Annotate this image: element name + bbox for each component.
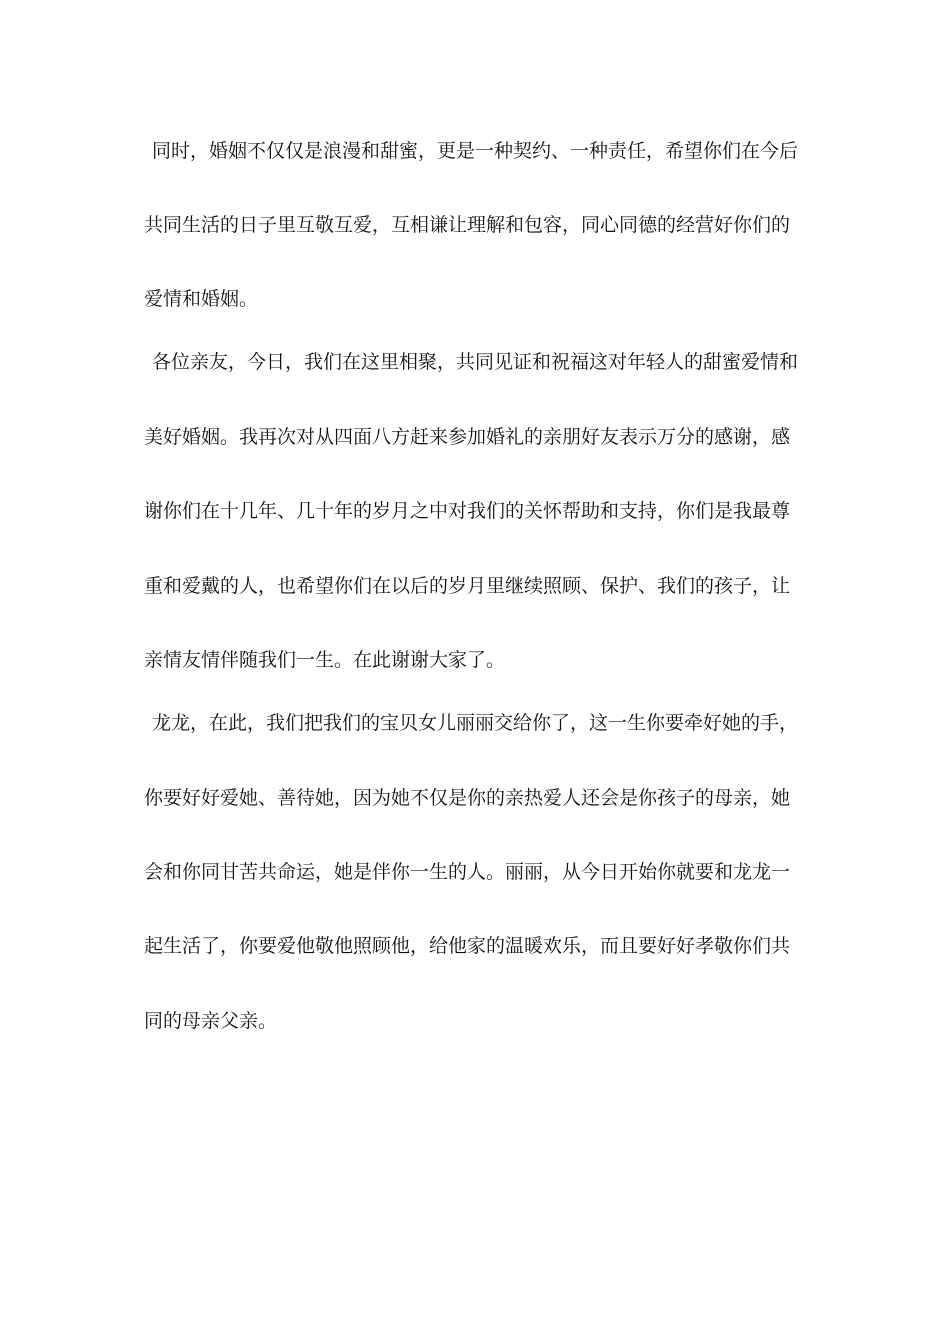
paragraph-3-line-5: 同的母亲父亲。 bbox=[144, 1010, 278, 1032]
paragraph-2-line-2: 美好婚姻。我再次对从四面八方赶来参加婚礼的亲朋好友表示万分的感谢，感 bbox=[144, 426, 791, 448]
paragraph-1-line-3: 爱情和婚姻。 bbox=[144, 288, 259, 310]
paragraph-3-line-2: 你要好好爱她、善待她，因为她不仅是你的亲热爱人还会是你孩子的母亲，她 bbox=[144, 787, 791, 809]
paragraph-2-line-3: 谢你们在十几年、几十年的岁月之中对我们的关怀帮助和支持，你们是我最尊 bbox=[144, 500, 791, 522]
paragraph-2-line-1: 各位亲友，今日，我们在这里相聚，共同见证和祝福这对年轻人的甜蜜爱情和 bbox=[152, 351, 799, 373]
paragraph-3-line-4: 起生活了，你要爱他敬他照顾他，给他家的温暖欢乐，而且要好好孝敬你们共 bbox=[144, 935, 791, 957]
paragraph-3-line-1: 龙龙，在此，我们把我们的宝贝女儿丽丽交给你了，这一生你要牵好她的手， bbox=[152, 712, 799, 734]
paragraph-1-line-2: 共同生活的日子里互敬互爱，互相谦让理解和包容，同心同德的经营好你们的 bbox=[144, 214, 791, 236]
paragraph-1-line-1: 同时，婚姻不仅仅是浪漫和甜蜜，更是一种契约、一种责任，希望你们在今后 bbox=[152, 140, 799, 162]
paragraph-3-line-3: 会和你同甘苦共命运，她是伴你一生的人。丽丽，从今日开始你就要和龙龙一 bbox=[144, 861, 791, 883]
paragraph-2-line-4: 重和爱戴的人，也希望你们在以后的岁月里继续照顾、保护、我们的孩子，让 bbox=[144, 575, 791, 597]
paragraph-2-line-5: 亲情友情伴随我们一生。在此谢谢大家了。 bbox=[144, 649, 506, 671]
